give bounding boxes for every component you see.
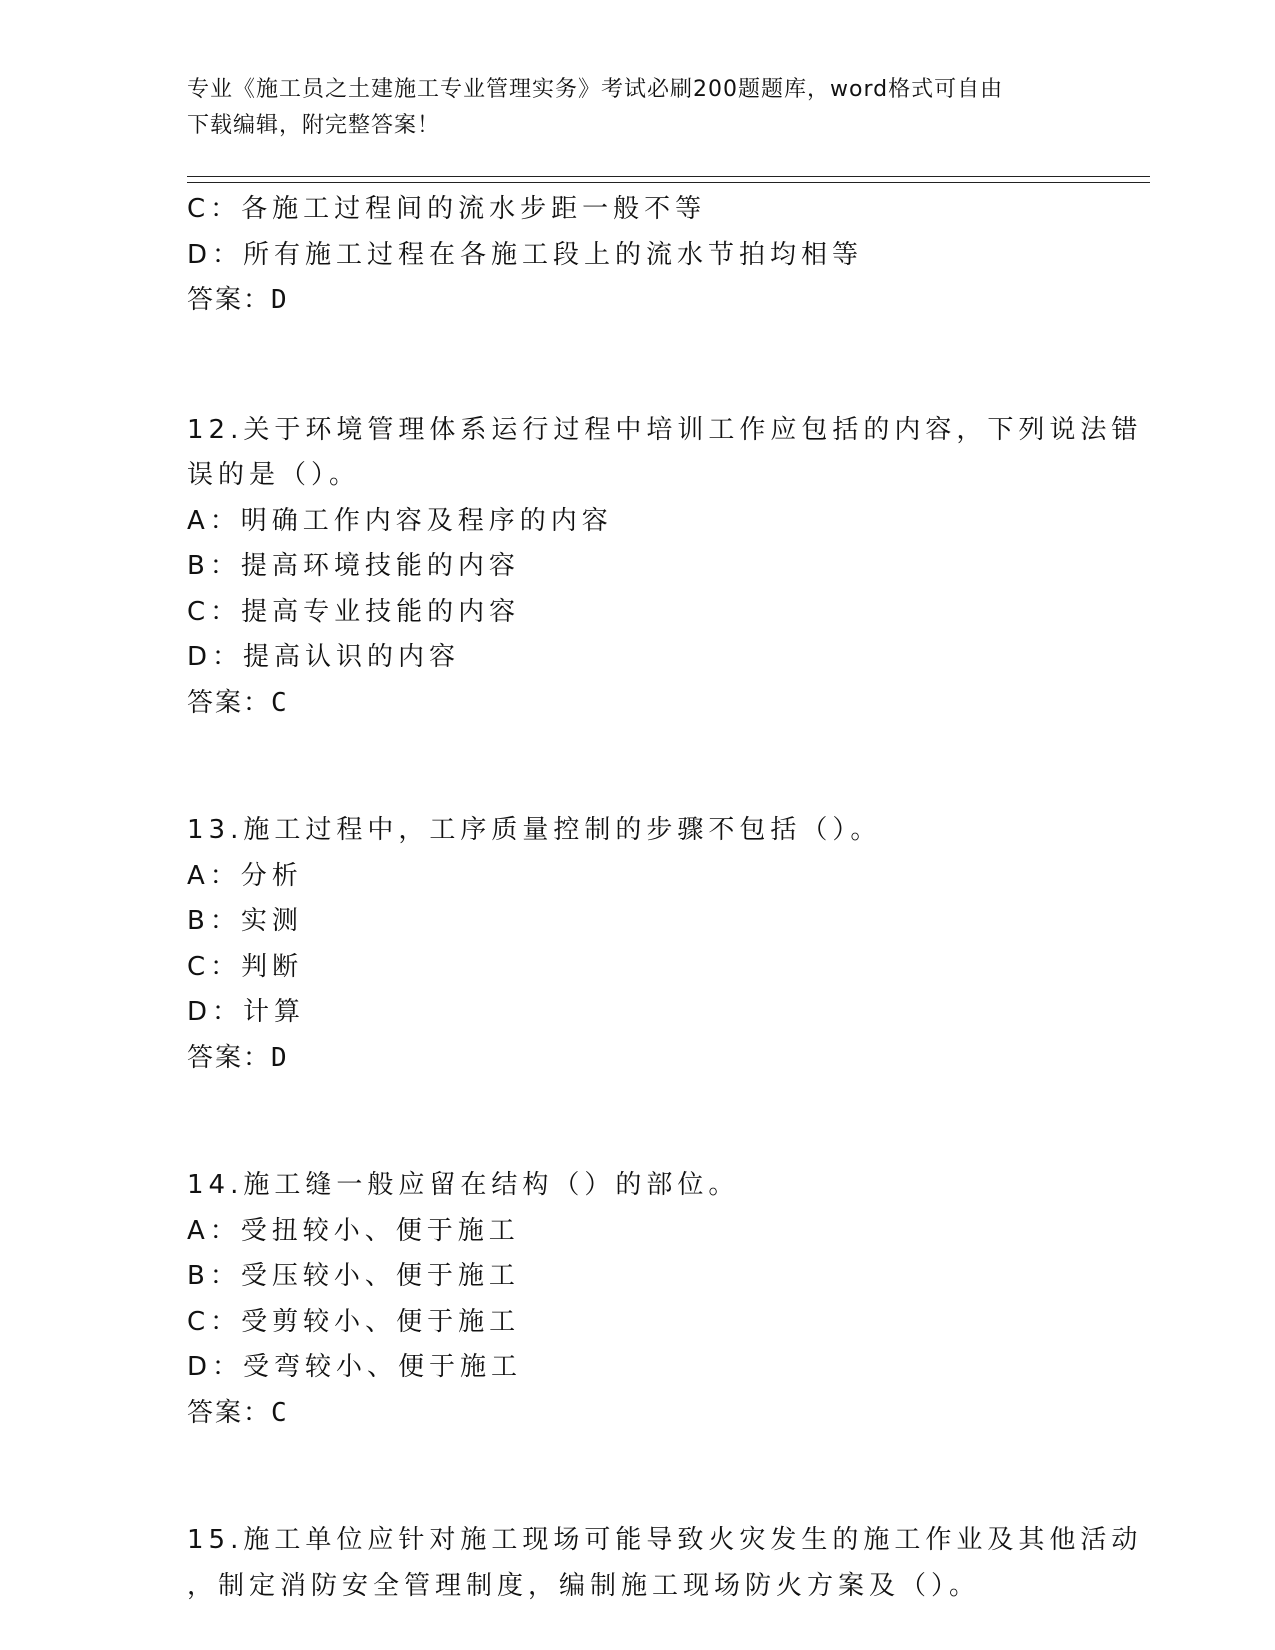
answer-line — [187, 1036, 1087, 1082]
answer-value: D — [271, 1042, 287, 1073]
header-title-line-2: 下载编辑，附完整答案！ — [187, 113, 441, 138]
option-d: D：提高认识的内容 — [187, 642, 461, 672]
answer-line — [187, 1391, 1087, 1437]
option-c: C：判断 — [187, 951, 304, 982]
question-list — [187, 187, 1143, 1609]
option-c: C：提高专业技能的内容 — [187, 596, 521, 627]
question-14 — [187, 1163, 1087, 1436]
answer-line — [187, 278, 1087, 324]
question-text-cont: ，制定消防安全管理制度，编制施工现场防火方案及（）。 — [187, 1570, 981, 1601]
answer-value: C — [271, 1397, 287, 1428]
answer-value: D — [271, 285, 287, 315]
question-13 — [187, 808, 1087, 1081]
question-text: 12.关于环境管理体系运行过程中培训工作应包括的内容，下列说法错 — [187, 414, 1143, 445]
answer-label: 答案： — [187, 1042, 272, 1073]
option-d: D：计算 — [187, 997, 306, 1027]
question-text: 14.施工缝一般应留在结构（）的部位。 — [187, 1170, 740, 1200]
question-text-cont: 误的是（）。 — [187, 460, 361, 490]
question-12 — [187, 408, 1143, 727]
answer-line — [187, 681, 1087, 727]
spacer — [187, 726, 1087, 808]
question-15 — [187, 1518, 1143, 1609]
option-d: D：受弯较小、便于施工 — [187, 1352, 523, 1382]
option-c: C：受剪较小、便于施工 — [187, 1306, 521, 1337]
question-text: 13.施工过程中，工序质量控制的步骤不包括（）。 — [187, 815, 882, 845]
header-title-line-1: 专业《施工员之土建施工专业管理实务》考试必刷200题题库，word格式可自由 — [187, 77, 1004, 102]
header-divider-bottom — [187, 182, 1150, 183]
option-b: B：受压较小、便于施工 — [187, 1261, 520, 1291]
option-a: A：分析 — [187, 860, 303, 891]
spacer — [187, 1436, 1087, 1518]
question-11-continued — [187, 187, 1087, 324]
option-d: D：所有施工过程在各施工段上的流水节拍均相等 — [187, 239, 864, 270]
header-divider-top — [187, 176, 1150, 177]
spacer — [187, 324, 1087, 408]
option-b: B：提高环境技能的内容 — [187, 551, 520, 581]
answer-label: 答案： — [187, 285, 272, 315]
answer-label: 答案： — [187, 1397, 272, 1428]
option-a: A：受扭较小、便于施工 — [187, 1215, 520, 1246]
answer-value: C — [271, 687, 287, 718]
spacer — [187, 1081, 1087, 1163]
document-header — [187, 72, 1087, 144]
question-text: 15.施工单位应针对施工现场可能导致火灾发生的施工作业及其他活动 — [187, 1525, 1143, 1555]
answer-label: 答案： — [187, 687, 272, 718]
option-c: C：各施工过程间的流水步距一般不等 — [187, 194, 707, 224]
option-a: A：明确工作内容及程序的内容 — [187, 505, 613, 536]
option-b: B：实测 — [187, 906, 303, 936]
